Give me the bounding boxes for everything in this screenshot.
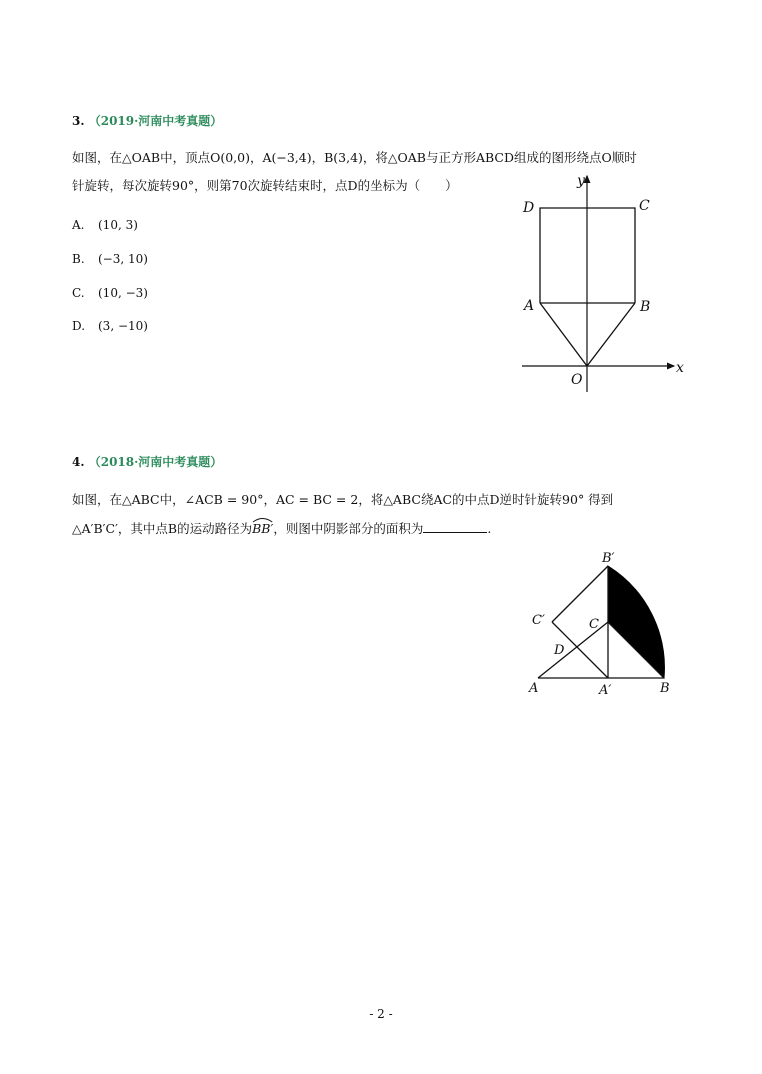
arc-mark-icon: [252, 517, 273, 523]
q3-figure: [510, 168, 700, 400]
q4-heading: [72, 453, 222, 470]
label-y: y: [577, 173, 585, 189]
option-text: (10, 3): [98, 218, 138, 232]
q3-source: （2019·河南中考真题）: [88, 114, 223, 128]
label-b: B: [640, 299, 651, 315]
q3-option-d[interactable]: [72, 319, 148, 333]
answer-blank[interactable]: [423, 520, 487, 533]
q4-stem-part-a: △A′B′C′，其中点B的运动路径为: [72, 521, 253, 536]
label-c: C: [639, 198, 650, 214]
q3-option-c[interactable]: [72, 286, 148, 300]
q3-stem-line1: 如图，在△OAB中，顶点O(0,0)，A(−3,4)，B(3,4)，将△OAB与正方形ABCD组成的图形绕点O顺时: [72, 150, 637, 165]
label-b-prime: B′: [602, 551, 615, 566]
label-x: x: [676, 360, 684, 376]
option-label: A.: [72, 218, 85, 232]
label-a: A: [524, 298, 535, 314]
q4-stem-line2: [72, 519, 491, 537]
label-a: A: [529, 681, 539, 696]
label-a-prime: A′: [599, 683, 612, 698]
label-d: D: [554, 643, 565, 658]
label-c: C: [589, 617, 599, 632]
label-b: B: [660, 681, 670, 696]
q4-number: 4.: [72, 455, 85, 469]
option-text: (10, −3): [98, 286, 148, 300]
label-d: D: [523, 200, 535, 216]
option-label: C.: [72, 286, 85, 300]
q4-source: （2018·河南中考真题）: [88, 455, 223, 469]
shaded-region: [608, 566, 664, 678]
q3-heading: [72, 112, 222, 129]
option-label: D.: [72, 319, 86, 333]
option-text: (3, −10): [98, 319, 148, 333]
q4-figure: [526, 548, 686, 700]
q3-option-b[interactable]: [72, 252, 148, 266]
q3-stem-line2: 针旋转，每次旋转90°，则第70次旋转结束时，点D的坐标为（ ）: [72, 178, 458, 193]
option-text: (−3, 10): [98, 252, 148, 266]
q3-number: 3.: [72, 114, 85, 128]
arc-notation: BB′: [252, 521, 273, 536]
q3-option-a[interactable]: [72, 218, 138, 232]
label-o: O: [571, 372, 583, 388]
segment-b-prime-c-prime: [552, 566, 608, 622]
page-number: - 2 -: [369, 1007, 393, 1021]
option-label: B.: [72, 252, 85, 266]
q4-stem-line1: 如图，在△ABC中，∠ACB = 90°，AC = BC = 2，将△ABC绕AC的中点D逆时针旋转90° 得到: [72, 492, 614, 507]
q4-stem-end: .: [487, 521, 492, 536]
q4-stem-part-b: ，则图中阴影部分的面积为: [273, 521, 424, 536]
label-c-prime: C′: [532, 613, 545, 628]
